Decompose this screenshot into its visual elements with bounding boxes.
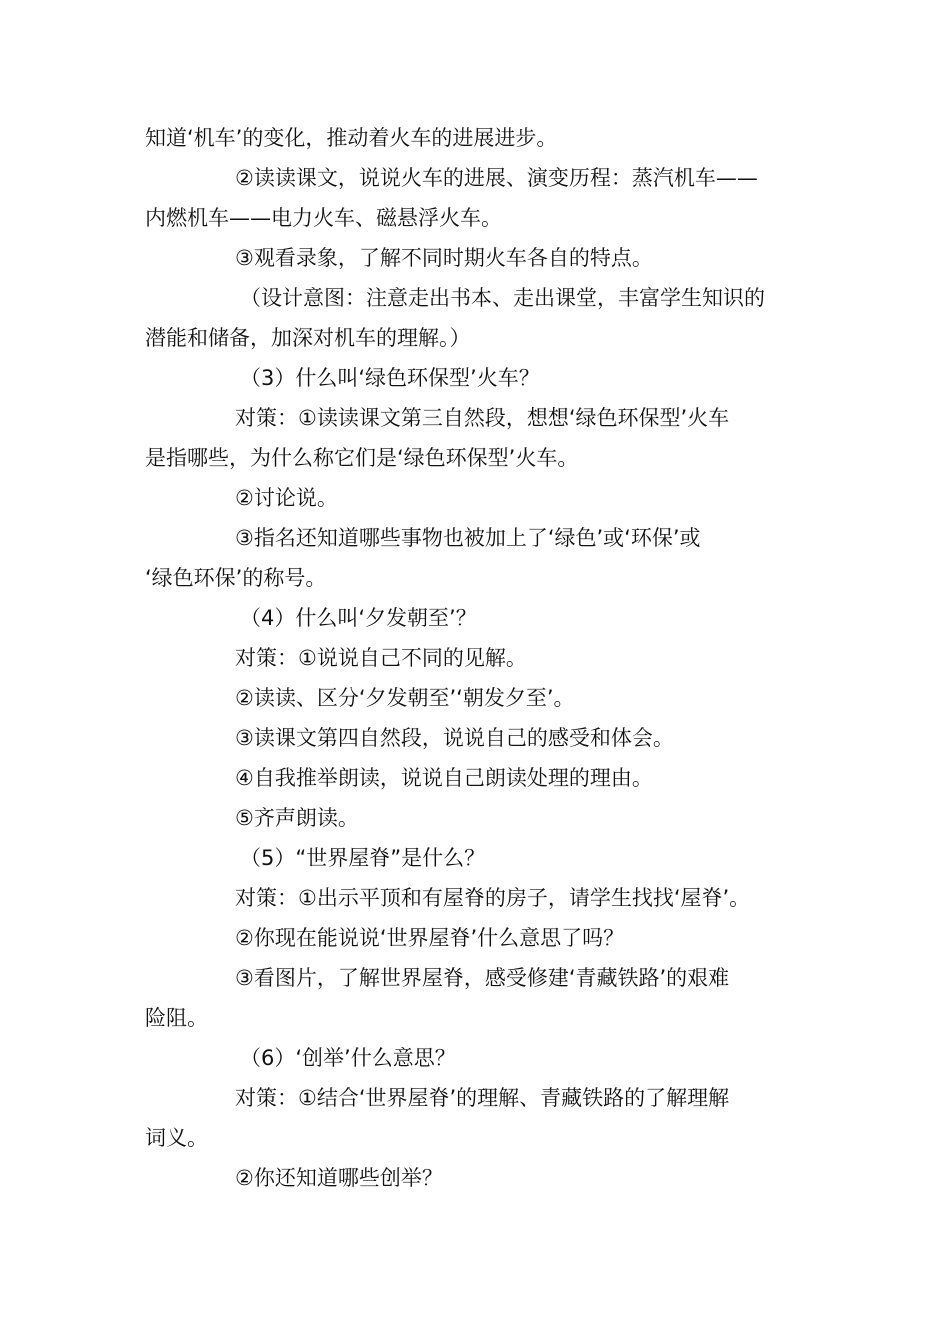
paragraph-line: 内燃机车——电力火车、磁悬浮火车。	[145, 206, 502, 230]
paragraph-line: ②读读课文，说说火车的进展、演变历程：蒸汽机车——	[235, 166, 758, 190]
design-intent-line: 潜能和储备，加深对机车的理解。）	[145, 326, 471, 350]
paragraph-line: 对策：①读读课文第三自然段，想想‘绿色环保型’火车	[235, 406, 730, 430]
paragraph-line: 险阻。	[145, 1006, 208, 1030]
design-intent-line: （设计意图：注意走出书本、走出课堂，丰富学生知识的	[240, 286, 765, 310]
paragraph-line: ③观看录象，了解不同时期火车各自的特点。	[235, 246, 653, 270]
question-heading: （3）什么叫‘绿色环保型’火车？	[240, 366, 540, 390]
question-heading: （5）“世界屋脊”是什么？	[240, 846, 486, 870]
paragraph-line: ③指名还知道哪些事物也被加上了‘绿色’或‘环保’或	[235, 526, 701, 550]
question-heading: （4）什么叫‘夕发朝至’？	[240, 606, 477, 630]
document-body	[145, 118, 810, 1198]
paragraph-line: ③看图片，了解世界屋脊，感受修建‘青藏铁路’的艰难	[235, 966, 730, 990]
paragraph-line: ③读课文第四自然段，说说自己的感受和体会。	[235, 726, 674, 750]
paragraph-line: ‘绿色环保’的称号。	[145, 566, 327, 590]
paragraph-line: 词义。	[145, 1126, 208, 1150]
paragraph-line: 是指哪些，为什么称它们是‘绿色环保型’火车。	[145, 446, 579, 470]
paragraph-line: ④自我推举朗读，说说自己朗读处理的理由。	[235, 766, 653, 790]
paragraph-line: ⑤齐声朗读。	[235, 806, 359, 830]
paragraph-line: ②你还知道哪些创举？	[235, 1166, 443, 1190]
paragraph-line: 知道‘机车’的变化，推动着火车的进展进步。	[145, 126, 558, 150]
paragraph-line: ②读读、区分‘夕发朝至’‘朝发夕至’。	[235, 686, 575, 710]
question-heading: （6）‘创举’什么意思？	[240, 1046, 456, 1070]
paragraph-line: 对策：①说说自己不同的见解。	[235, 646, 527, 670]
paragraph-line: 对策：①结合‘世界屋脊’的理解、青藏铁路的了解理解	[235, 1086, 730, 1110]
paragraph-line: 对策：①出示平顶和有屋脊的房子，请学生找找‘屋脊’。	[235, 886, 751, 910]
paragraph-line: ②你现在能说说‘世界屋脊’什么意思了吗？	[235, 926, 625, 950]
paragraph-line: ②讨论说。	[235, 486, 338, 510]
